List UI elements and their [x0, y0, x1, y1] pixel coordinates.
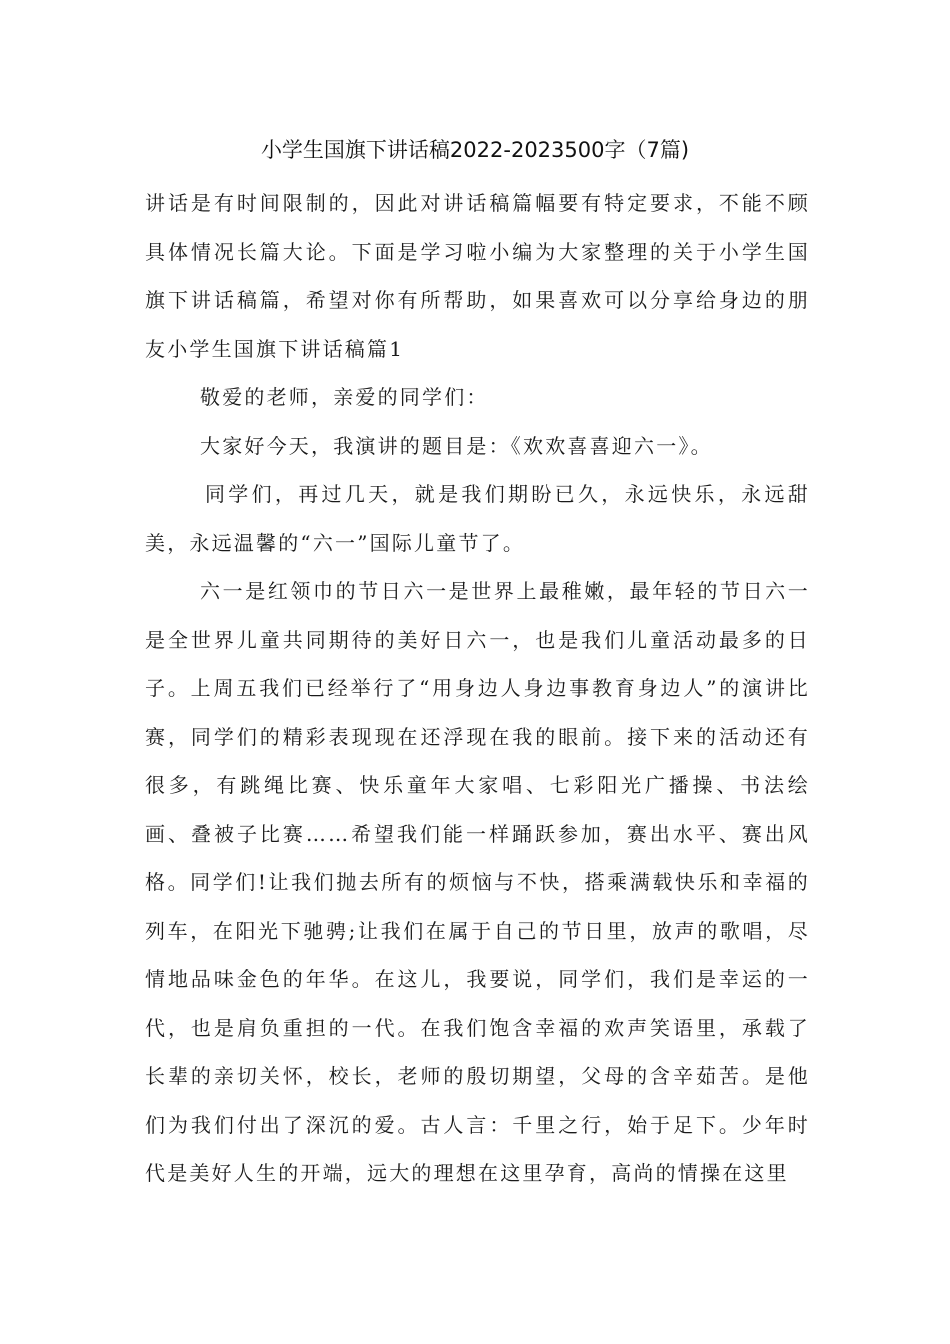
intro-paragraph: 讲话是有时间限制的，因此对讲话稿篇幅要有特定要求，不能不顾具体情况长篇大论。下面是学习啦小编为大家整理的关于小学生国旗下讲话稿篇，希望对你有所帮助，如果喜欢可以分享给身边的朋友小学生国旗下讲话稿篇1: [145, 191, 810, 361]
holiday-paragraph: 同学们，再过几天，就是我们期盼已久，永远快乐，永远甜美，永远温馨的“六一”国际儿童节了。: [145, 482, 810, 555]
document-body: [145, 179, 810, 1198]
salutation-paragraph: 敬爱的老师，亲爱的同学们：: [200, 385, 489, 409]
main-speech-paragraph: 六一是红领巾的节日六一是世界上最稚嫩，最年轻的节日六一是全世界儿童共同期待的美好日六一，也是我们儿童活动最多的日子。上周五我们已经举行了“用身边人身边事教育身边人”的演讲比赛，同学们的精彩表现现在还浮现在我的眼前。接下来的活动还有很多，有跳绳比赛、快乐童年大家唱、七彩阳光广播操、书法绘画、叠被子比赛……希望我们能一样踊跃参加，赛出水平、赛出风格。同学们!让我们抛去所有的烦恼与不快，搭乘满载快乐和幸福的列车，在阳光下驰骋;让我们在属于自己的节日里，放声的歌唱，尽情地品味金色的年华。在这儿，我要说，同学们，我们是幸运的一代，也是肩负重担的一代。在我们饱含幸福的欢声笑语里，承载了长辈的亲切关怀，校长，老师的殷切期望，父母的含辛茹苦。是他们为我们付出了深沉的爱。古人言：千里之行，始于足下。少年时代是美好人生的开端，远大的理想在这里孕育，高尚的情操在这里: [145, 579, 810, 1185]
document-title: 小学生国旗下讲话稿2022-2023500字（7篇): [260, 138, 690, 162]
greeting-paragraph: 大家好今天，我演讲的题目是：《欢欢喜喜迎六一》。: [200, 433, 713, 458]
